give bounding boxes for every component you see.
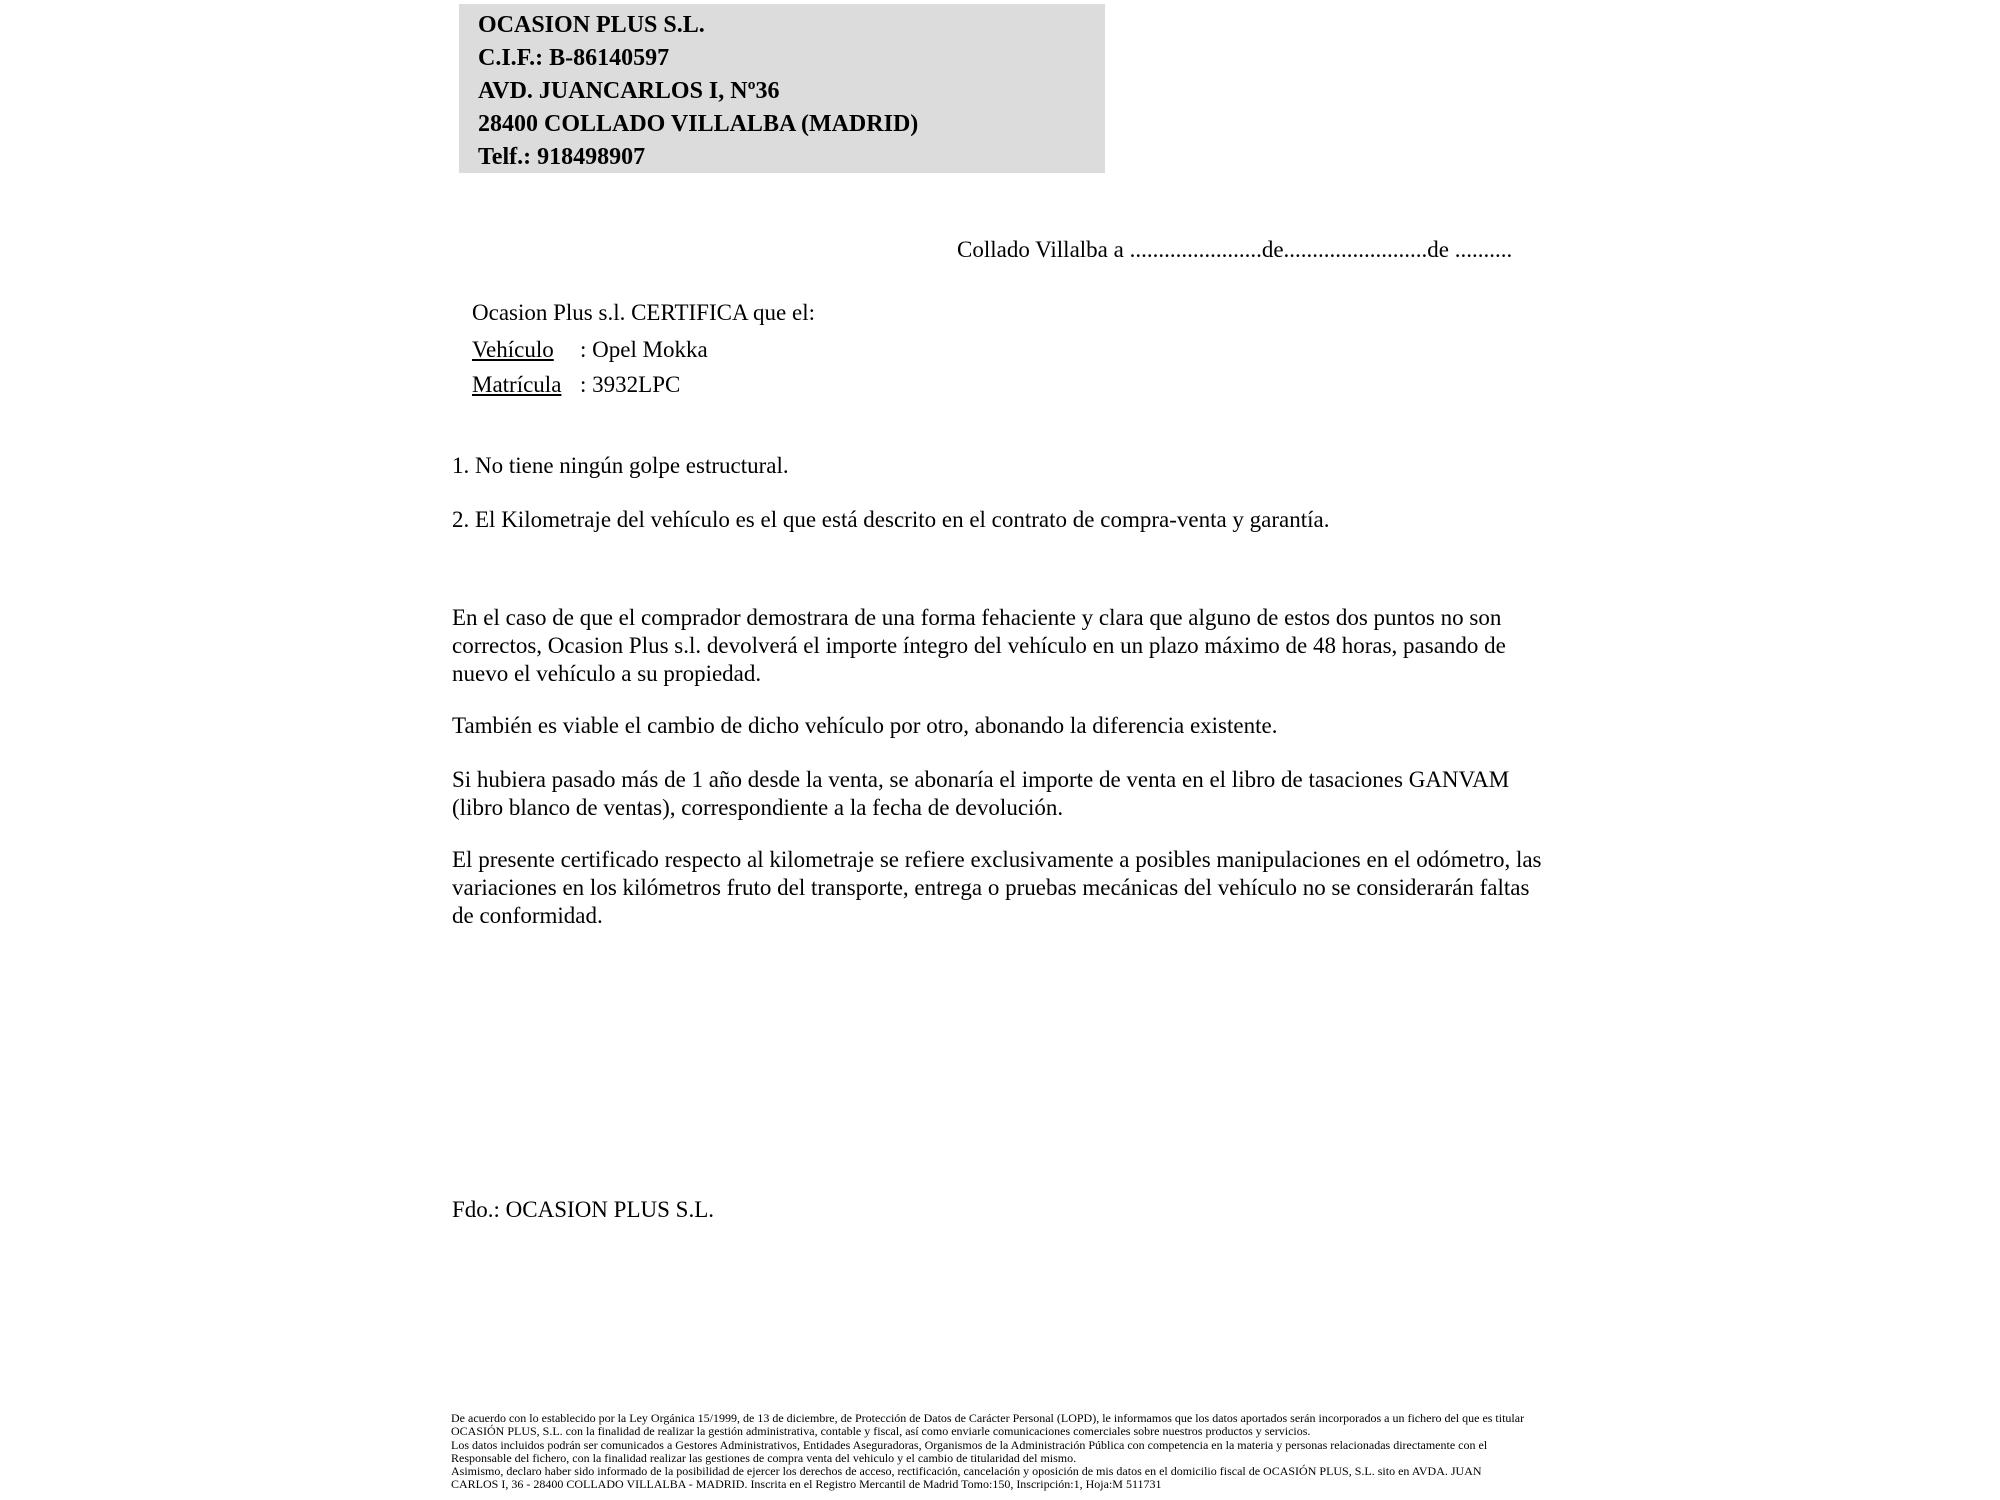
company-phone: Telf.: 918498907 [478,144,646,170]
legal-footer-line: Asimismo, declaro haber sido informado de la posibilidad de ejercer los derechos de acceso, rectificación, cancelación y oposición de mis datos en el domicilio fiscal de OCASIÓN PLUS, S.L. sito en AVDA. JUAN [451,1464,1482,1479]
paragraph-exchange: También es viable el cambio de dicho vehículo por otro, abonando la diferencia existente. [452,713,1278,738]
vehicle-value: : Opel Mokka [580,337,708,362]
legal-footer [451,1412,1561,1492]
paragraph-ganvam: Si hubiera pasado más de 1 año desde la venta, se abonaría el importe de venta en el libro de tasaciones GANVAM (libro blanco de ventas), correspondiente a la fecha de devolución. [452,767,1510,820]
plate-label-cell [472,371,580,399]
signature-line: Fdo.: OCASION PLUS S.L. [452,1197,714,1222]
vehicle-line [472,336,708,364]
paragraph-refund: En el caso de que el comprador demostrara de una forma fehaciente y clara que alguno de estos dos puntos no son correctos, Ocasion Plus s.l. devolverá el importe íntegro del vehículo en un plazo máximo de 48 horas, pasando de nuevo el vehículo a su propiedad. [452,605,1506,686]
vehicle-label-cell [472,336,580,364]
plate-value: : 3932LPC [580,372,681,397]
company-name: OCASION PLUS S.L. [478,12,705,38]
paragraph-odometer: El presente certificado respecto al kilometraje se refiere exclusivamente a posibles manipulaciones en el odómetro, las variaciones en los kilómetros fruto del transporte, entrega o pruebas mecánicas del vehículo no se considerarán faltas de conformidad. [452,847,1542,928]
letterhead-block [459,4,1105,173]
company-address: AVD. JUANCARLOS I, Nº36 [478,78,780,104]
legal-footer-line: Los datos incluidos podrán ser comunicados a Gestores Administrativos, Entidades Aseguradoras, Organismos de la Administración Pública con competencia en la materia y personas relacionadas directamente con el [451,1437,1488,1452]
legal-footer-line: CARLOS I, 36 - 28400 COLLADO VILLALBA - MADRID. Inscrita en el Registro Mercantil de Madrid Tomo:150, Inscripción:1, Hoja:M 511731 [451,1477,1162,1492]
legal-footer-line: OCASIÓN PLUS, S.L. con la finalidad de realizar la gestión administrativa, contable y fiscal, así como enviarle comunicaciones comerciales sobre nuestros productos y servicios. [451,1424,1311,1439]
legal-footer-line: Responsable del fichero, con la finalidad realizar las gestiones de compra venta del vehiculo y el cambio de titularidad del mismo. [451,1450,1077,1465]
date-line: Collado Villalba a .......................de.........................de .......... [957,237,1513,262]
condition-item-1: 1. No tiene ningún golpe estructural. [452,453,789,478]
company-cif: C.I.F.: B-86140597 [478,45,670,71]
plate-label: Matrícula [472,372,562,397]
certificate-intro: Ocasion Plus s.l. CERTIFICA que el: [472,300,815,325]
company-city: 28400 COLLADO VILLALBA (MADRID) [478,111,919,137]
legal-footer-line: De acuerdo con lo establecido por la Ley Orgánica 15/1999, de 13 de diciembre, de Protección de Datos de Carácter Personal (LOPD), le informamos que los datos aportados serán incorporados a un fichero del que es titular [451,1411,1525,1425]
condition-item-2: 2. El Kilometraje del vehículo es el que está descrito en el contrato de compra-venta y garantía. [452,507,1330,532]
vehicle-label: Vehículo [472,337,554,362]
plate-line [472,371,680,399]
